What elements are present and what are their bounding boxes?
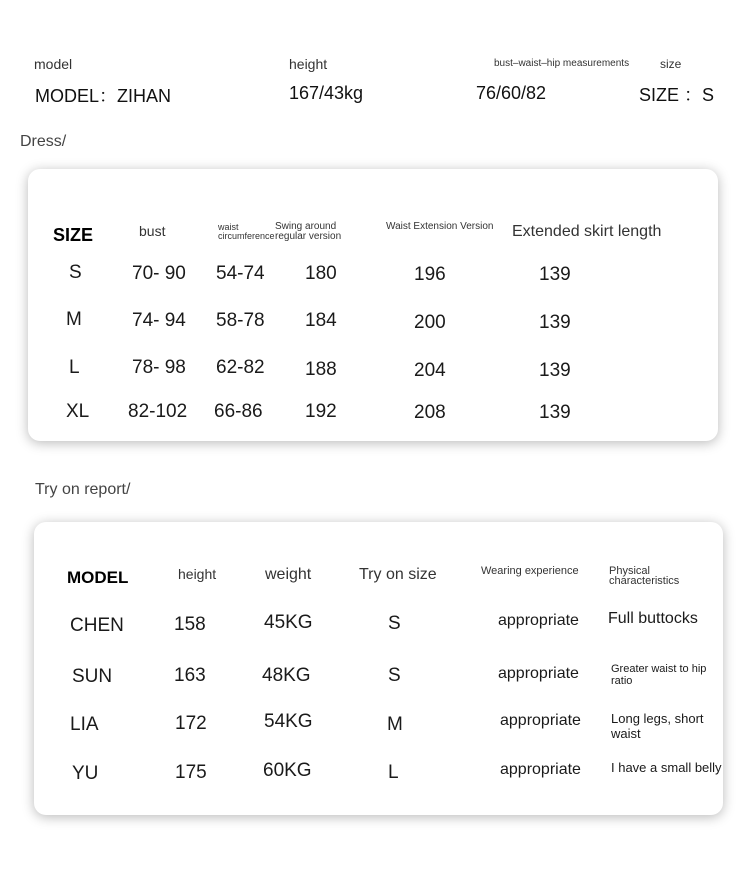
header-waist-extension: Waist Extension Version (386, 221, 494, 232)
table-cell: 139 (539, 264, 571, 285)
table-cell: M (66, 309, 82, 330)
table-cell: 74- 94 (132, 310, 186, 331)
table-cell: 158 (174, 614, 206, 635)
table-cell: 45KG (264, 612, 313, 633)
table-cell: 139 (539, 402, 571, 423)
table-cell: appropriate (498, 612, 579, 629)
table-cell: 78- 98 (132, 357, 186, 378)
header-swing-regular: Swing around regular version (275, 221, 342, 242)
table-cell: 60KG (263, 760, 312, 781)
table-cell: 54-74 (216, 263, 265, 284)
table-cell: 196 (414, 264, 446, 285)
table-cell: S (388, 665, 401, 686)
table-cell: 82-102 (128, 401, 188, 422)
table-cell: 172 (175, 713, 207, 734)
tryon-section-title: Try on report/ (35, 481, 131, 498)
header-wearing-experience: Wearing experience (481, 565, 579, 577)
size-label: size (660, 57, 682, 71)
height-label: height (289, 56, 328, 72)
table-cell: 175 (175, 762, 207, 783)
table-cell: SUN (72, 666, 113, 687)
table-cell: 58-78 (216, 310, 265, 331)
table-cell: M (387, 714, 403, 735)
table-cell: appropriate (500, 712, 581, 729)
table-cell: 180 (305, 263, 337, 284)
table-cell: LIA (70, 714, 99, 735)
model-name: MODEL：ZIHAN (35, 86, 172, 106)
table-cell: 200 (414, 312, 446, 333)
table-cell: 48KG (262, 665, 311, 686)
model-size: SIZE ：S (639, 85, 715, 105)
model-label: model (34, 56, 73, 72)
table-cell: 208 (414, 402, 446, 423)
measurements-label: bust–waist–hip measurements (494, 58, 630, 69)
table-cell: 139 (539, 360, 571, 381)
table-cell: S (388, 613, 401, 634)
header-try-on-size: Try on size (359, 566, 437, 583)
model-measurements: 76/60/82 (476, 83, 547, 103)
table-cell: Full buttocks (608, 610, 698, 627)
table-cell: 70- 90 (132, 263, 186, 284)
dress-section-title: Dress/ (20, 133, 67, 150)
dress-size-table (28, 169, 718, 441)
table-cell: 192 (305, 401, 337, 422)
header-bust: bust (139, 223, 166, 239)
table-cell: 62-82 (216, 357, 265, 378)
table-cell: L (69, 357, 80, 378)
header-skirt-length: Extended skirt length (512, 223, 662, 240)
table-cell: 139 (539, 312, 571, 333)
table-cell: S (69, 262, 82, 283)
table-cell: appropriate (498, 665, 579, 682)
header-size: SIZE (53, 225, 94, 245)
table-cell: 66-86 (214, 401, 263, 422)
table-cell: 163 (174, 665, 206, 686)
table-cell: 184 (305, 310, 337, 331)
table-cell: I have a small belly (611, 760, 722, 775)
table-cell: 54KG (264, 711, 313, 732)
table-cell: appropriate (500, 761, 581, 778)
table-cell: 188 (305, 359, 337, 380)
table-cell: Greater waist to hip ratio (611, 663, 707, 687)
table-cell: XL (66, 401, 90, 422)
table-cell: Long legs, short waist (611, 711, 704, 741)
table-cell: L (388, 762, 399, 783)
header-physical-characteristics: Physical characteristics (609, 565, 680, 587)
header-waist: waist circumference (218, 222, 275, 241)
header-weight: weight (265, 566, 312, 583)
model-height: 167/43kg (289, 83, 364, 103)
table-cell: CHEN (70, 615, 124, 636)
header-model: MODEL (67, 568, 129, 587)
tryon-report-table (34, 522, 723, 815)
header-height: height (178, 566, 217, 582)
table-cell: 204 (414, 360, 446, 381)
table-cell: YU (72, 763, 99, 784)
